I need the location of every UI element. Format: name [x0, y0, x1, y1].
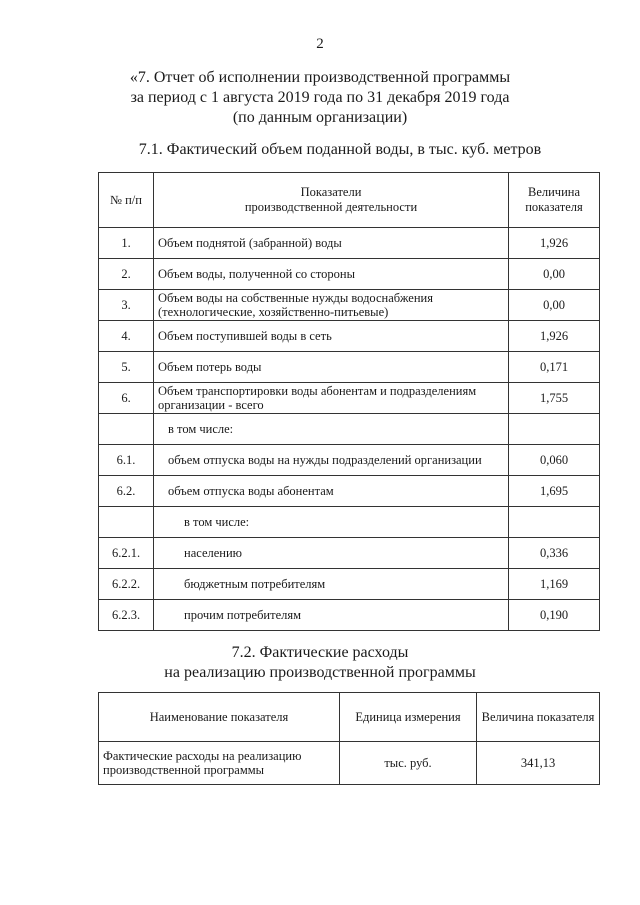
row-num: [99, 414, 154, 445]
section-1-title: 7.1. Фактический объем поданной воды, в тыс. куб. метров: [138, 141, 542, 158]
header-name: Наименование показателя: [99, 693, 340, 742]
row-num: 1.: [99, 228, 154, 259]
row-value: [509, 414, 600, 445]
row-value: 0,171: [509, 352, 600, 383]
header-unit: Единица измерения: [340, 693, 477, 742]
table-row: [99, 569, 600, 600]
header-num: № п/п: [99, 173, 154, 228]
table-row: [99, 321, 600, 352]
section-2-title-line-2: на реализацию производственной программы: [164, 664, 476, 681]
header-indicator-line-1: Показатели: [300, 185, 362, 199]
row-name: Объем поднятой (забранной) воды: [154, 228, 509, 259]
table-row: [99, 538, 600, 569]
expenses-table: [98, 692, 600, 785]
row-value: 0,00: [509, 259, 600, 290]
row-name: Фактические расходы на реализацию производственной программы: [99, 742, 340, 785]
row-name: Объем воды, полученной со стороны: [154, 259, 509, 290]
row-name: прочим потребителям: [154, 600, 509, 631]
row-num: 6.2.2.: [99, 569, 154, 600]
row-value: 1,169: [509, 569, 600, 600]
row-value: 0,190: [509, 600, 600, 631]
table-header-row: [99, 693, 600, 742]
report-title: [0, 68, 640, 128]
row-num: 6.2.: [99, 476, 154, 507]
row-num: 6.2.1.: [99, 538, 154, 569]
row-value: 1,926: [509, 321, 600, 352]
header-value: Величина показателя: [477, 693, 600, 742]
table-row: [99, 507, 600, 538]
table-row: [99, 383, 600, 414]
row-name: бюджетным потребителям: [154, 569, 509, 600]
table-row: [99, 228, 600, 259]
row-num: 4.: [99, 321, 154, 352]
row-name: Объем воды на собственные нужды водоснабжения (технологические, хозяйственно-питьевые): [154, 290, 509, 321]
page-number: 2: [316, 36, 324, 52]
row-value: 0,336: [509, 538, 600, 569]
row-num: 3.: [99, 290, 154, 321]
row-name: Объем транспортировки воды абонентам и подразделениям организации - всего: [154, 383, 509, 414]
header-value: [509, 173, 600, 228]
row-value: 1,755: [509, 383, 600, 414]
row-name: объем отпуска воды на нужды подразделений организации: [154, 445, 509, 476]
table-row: [99, 414, 600, 445]
section-2-title: [0, 643, 640, 683]
row-value: 0,00: [509, 290, 600, 321]
row-value: 341,13: [477, 742, 600, 785]
table-row: [99, 600, 600, 631]
row-unit: тыс. руб.: [340, 742, 477, 785]
report-title-line-2: за период с 1 августа 2019 года по 31 декабря 2019 года: [130, 89, 510, 106]
table-row: [99, 445, 600, 476]
report-title-line-1: «7. Отчет об исполнении производственной программы: [129, 69, 511, 86]
section-2-title-line-1: 7.2. Фактические расходы: [231, 644, 409, 661]
water-volume-table: [98, 172, 600, 631]
header-value-line-1: Величина: [527, 185, 581, 199]
row-name: Объем поступившей воды в сеть: [154, 321, 509, 352]
row-value: 1,926: [509, 228, 600, 259]
table-row: [99, 259, 600, 290]
row-num: 5.: [99, 352, 154, 383]
row-num: 6.: [99, 383, 154, 414]
table-row: [99, 476, 600, 507]
row-value: 0,060: [509, 445, 600, 476]
row-name: в том числе:: [154, 507, 509, 538]
row-num: [99, 507, 154, 538]
header-value-line-2: показателя: [525, 200, 583, 214]
row-value: [509, 507, 600, 538]
row-num: 6.2.3.: [99, 600, 154, 631]
row-name: в том числе:: [154, 414, 509, 445]
row-num: 6.1.: [99, 445, 154, 476]
row-name: населению: [154, 538, 509, 569]
table-row: [99, 352, 600, 383]
row-name: объем отпуска воды абонентам: [154, 476, 509, 507]
header-indicator: [154, 173, 509, 228]
header-indicator-line-2: производственной деятельности: [244, 200, 418, 214]
table-row: [99, 290, 600, 321]
row-value: 1,695: [509, 476, 600, 507]
row-num: 2.: [99, 259, 154, 290]
table-row: [99, 742, 600, 785]
report-title-line-3: (по данным организации): [232, 109, 408, 126]
table-header-row: [99, 173, 600, 228]
row-name: Объем потерь воды: [154, 352, 509, 383]
